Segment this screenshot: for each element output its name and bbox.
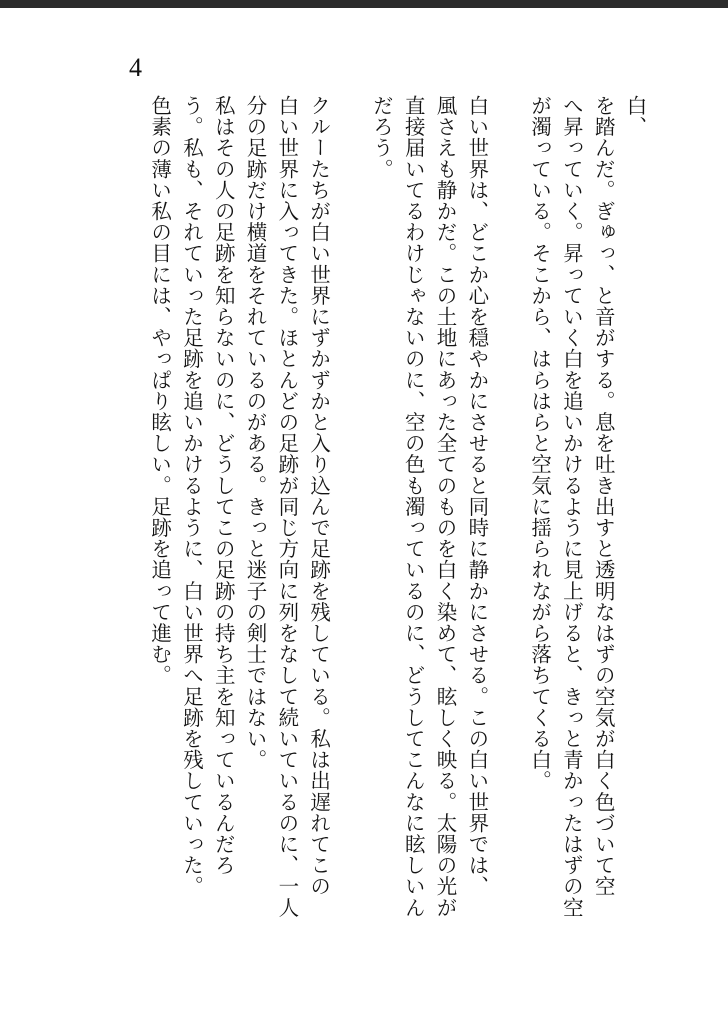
text-line: クルーたちが白い世界にずかずかと入り込んで足跡を残している。私は出遅れてこの	[306, 95, 331, 897]
text-line: う。私も、それていった足跡を追いかけるように、白い世界へ足跡を残していった。	[179, 95, 204, 897]
text-line: を踏んだ。ぎゅっ、と音がする。息を吐き出すと透明なはずの空気が白く色づいて空	[591, 95, 616, 897]
text-line: 分の足跡だけ横道をそれているのがある。きっと迷子の剣士ではない。	[243, 95, 268, 771]
vertical-text-body	[143, 95, 650, 975]
top-border-bar	[0, 0, 728, 8]
text-line: 白、	[623, 95, 647, 138]
paragraph-2	[365, 95, 492, 975]
text-line: 白い世界に入ってきた。ほとんどの足跡が同じ方向に列をなして続いているのに、一人	[274, 95, 299, 918]
text-line: 色素の薄い私の目には、やっぱり眩しい。足跡を追って進む。	[147, 95, 172, 686]
paragraph-gap	[334, 95, 365, 975]
paragraph-gap	[492, 95, 523, 975]
text-line: 風さえも静かだ。この土地にあった全てのものを白く染めて、眩しく映る。太陽の光が	[433, 95, 458, 918]
text-line: 私はその人の足跡を知らないのに、どうしてこの足跡の持ち主を知っているんだろ	[211, 95, 236, 876]
text-line: だろう。	[369, 95, 394, 180]
paragraph-1	[523, 95, 650, 975]
text-line: へ昇っていく。昇っていく白を追いかけるように見上げると、きっと青かったはずの空	[559, 95, 584, 918]
paragraph-3	[143, 95, 334, 975]
chapter-number: 4	[129, 53, 142, 82]
text-line: 直接届いてるわけじゃないのに、空の色も濁っているのに、どうしてこんなに眩しいん	[401, 95, 426, 918]
text-line: が濁っている。そこから、はらはらと空気に揺られながら落ちてくる白。	[527, 95, 552, 792]
text-line: 白い世界は、どこか心を穏やかにさせると同時に静かにさせる。この白い世界では、	[464, 95, 489, 897]
